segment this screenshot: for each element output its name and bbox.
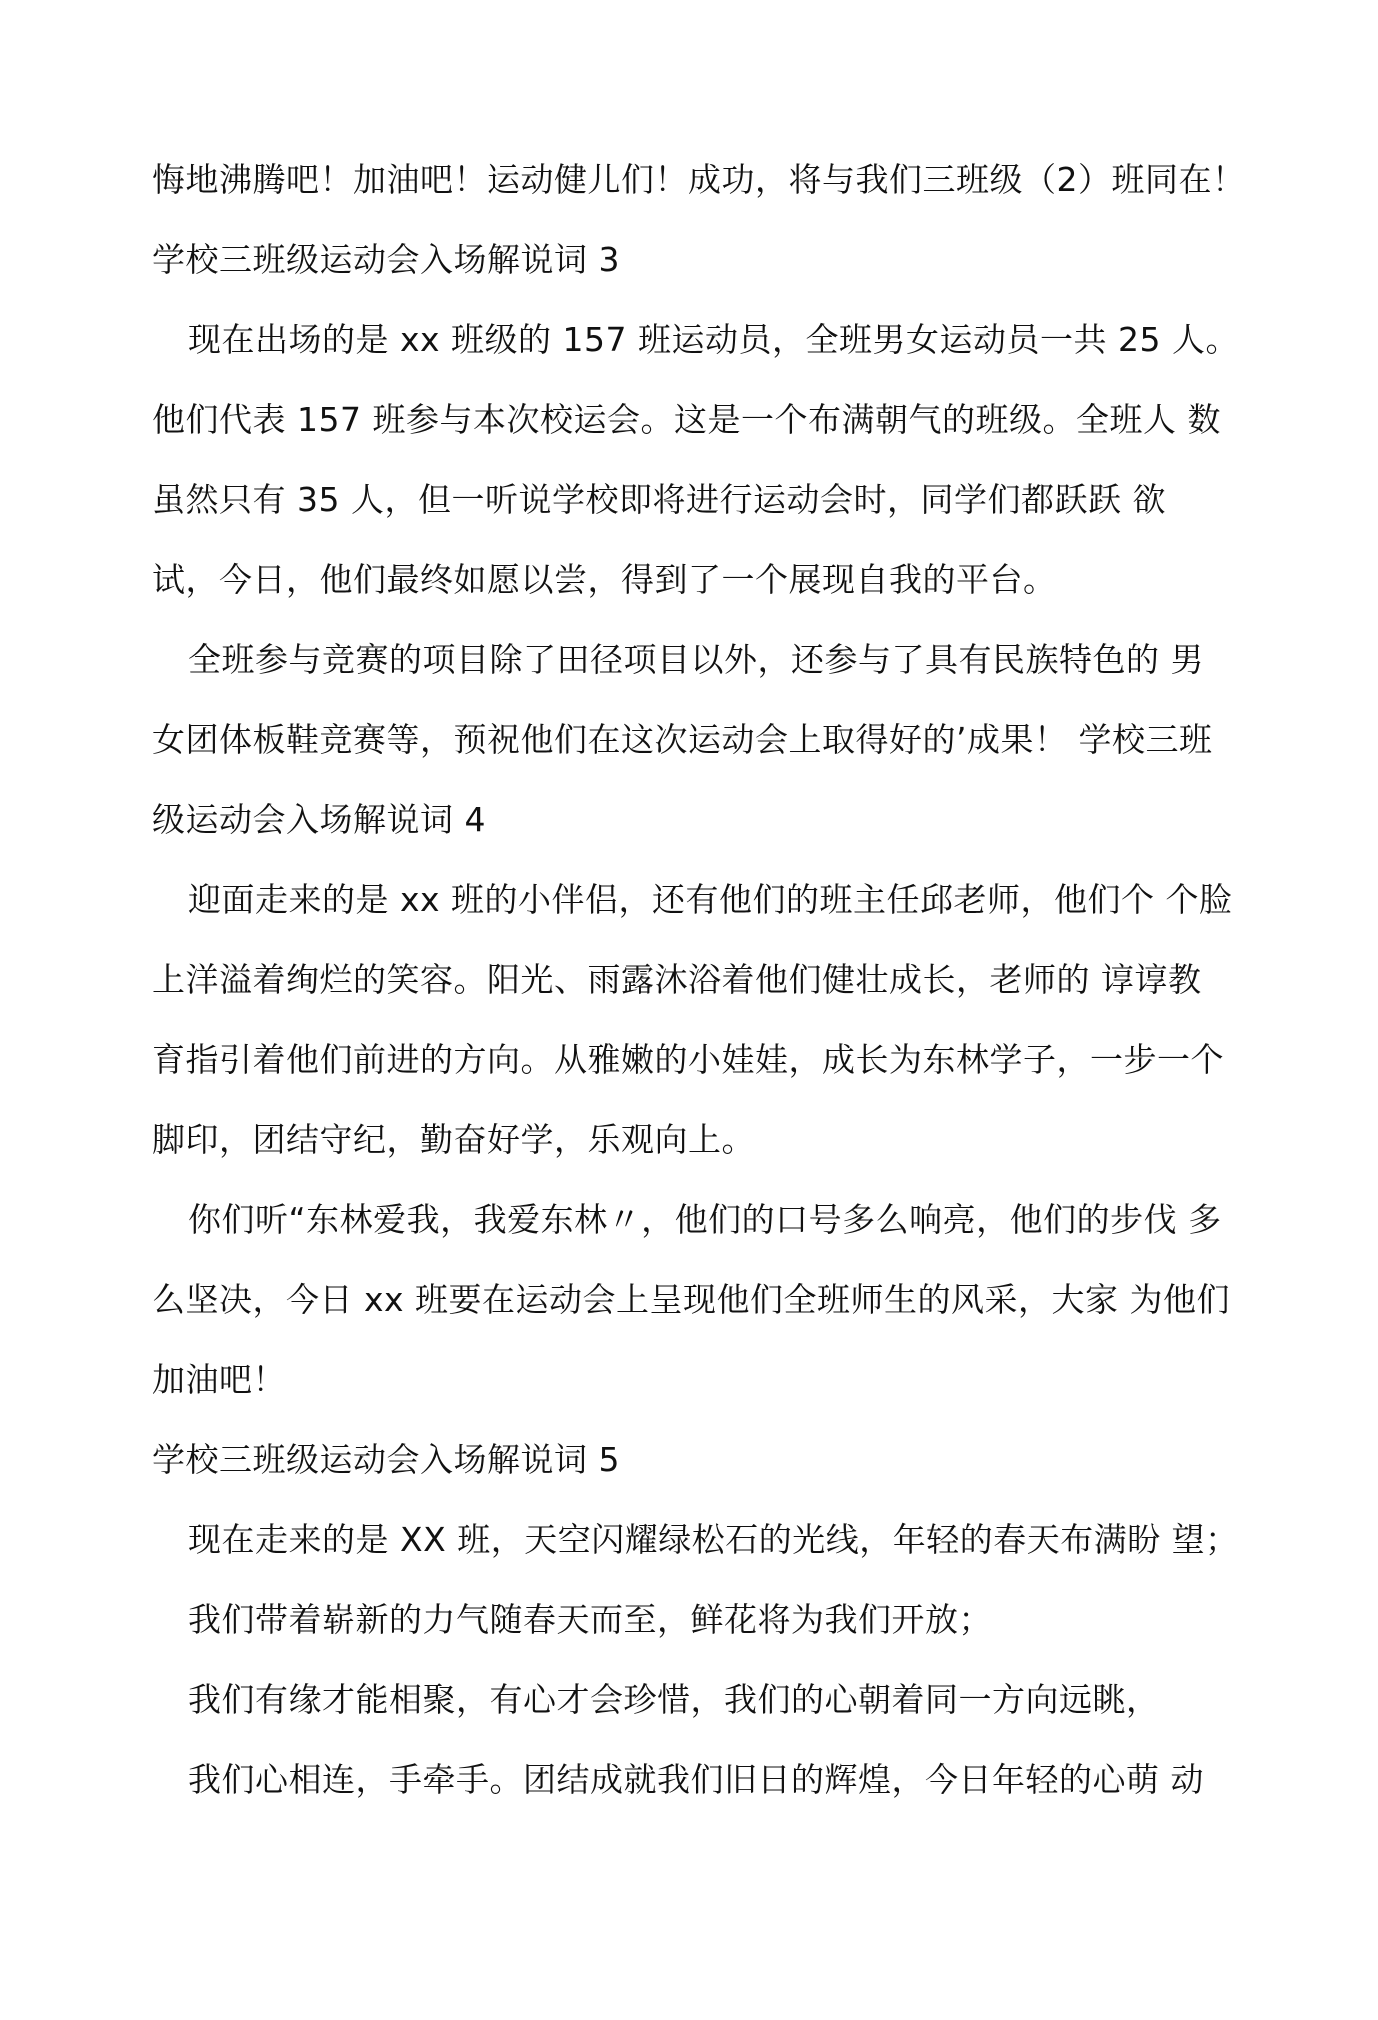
text-line: 试，今日，他们最终如愿以尝，得到了一个展现自我的平台。 [152, 560, 1057, 599]
text-line: 女团体板鞋竞赛等，预祝他们在这次运动会上取得好的’成果！ 学校三班 [152, 720, 1213, 759]
text-line: 你们听“东林爱我，我爱东林〃，他们的口号多么响亮，他们的步伐 多 [188, 1200, 1222, 1239]
text-line: 他们代表 157 班参与本次校运会。这是一个布满朝气的班级。全班人 数 [152, 400, 1221, 439]
section-heading: 学校三班级运动会入场解说词 3 [152, 240, 620, 279]
text-line: 迎面走来的是 xx 班的小伴侣，还有他们的班主任邱老师，他们个 个脸 [188, 880, 1233, 919]
text-line: 现在出场的是 xx 班级的 157 班运动员，全班男女运动员一共 25 人。 [188, 320, 1239, 359]
text-line: 虽然只有 35 人，但一听说学校即将进行运动会时，同学们都跃跃 欲 [152, 480, 1166, 519]
text-line: 么坚决，今日 xx 班要在运动会上呈现他们全班师生的风采，大家 为他们 [152, 1280, 1231, 1319]
section-heading: 级运动会入场解说词 4 [152, 800, 486, 839]
text-line: 全班参与竞赛的项目除了田径项目以外，还参与了具有民族特色的 男 [188, 640, 1204, 679]
text-line: 我们有缘才能相聚，有心才会珍惜，我们的心朝着同一方向远眺， [188, 1680, 1160, 1719]
text-line: 育指引着他们前进的方向。从雅嫩的小娃娃，成长为东林学子，一步一个 [152, 1040, 1224, 1079]
text-line: 脚印，团结守纪，勤奋好学，乐观向上。 [152, 1120, 755, 1159]
text-line: 现在走来的是 XX 班，天空闪耀绿松石的光线，年轻的春天布满盼 望； [188, 1520, 1239, 1559]
text-line: 我们心相连，手牵手。团结成就我们旧日的辉煌，今日年轻的心萌 动 [188, 1760, 1204, 1799]
text-line: 上洋溢着绚烂的笑容。阳光、雨露沐浴着他们健壮成长，老师的 谆谆教 [152, 960, 1202, 999]
text-line: 悔地沸腾吧！加油吧！运动健儿们！成功，将与我们三班级（2）班同在！ [152, 160, 1246, 199]
text-line: 我们带着崭新的力气随春天而至，鲜花将为我们开放； [188, 1600, 992, 1639]
text-line: 加油吧！ [152, 1360, 286, 1399]
section-heading: 学校三班级运动会入场解说词 5 [152, 1440, 620, 1479]
